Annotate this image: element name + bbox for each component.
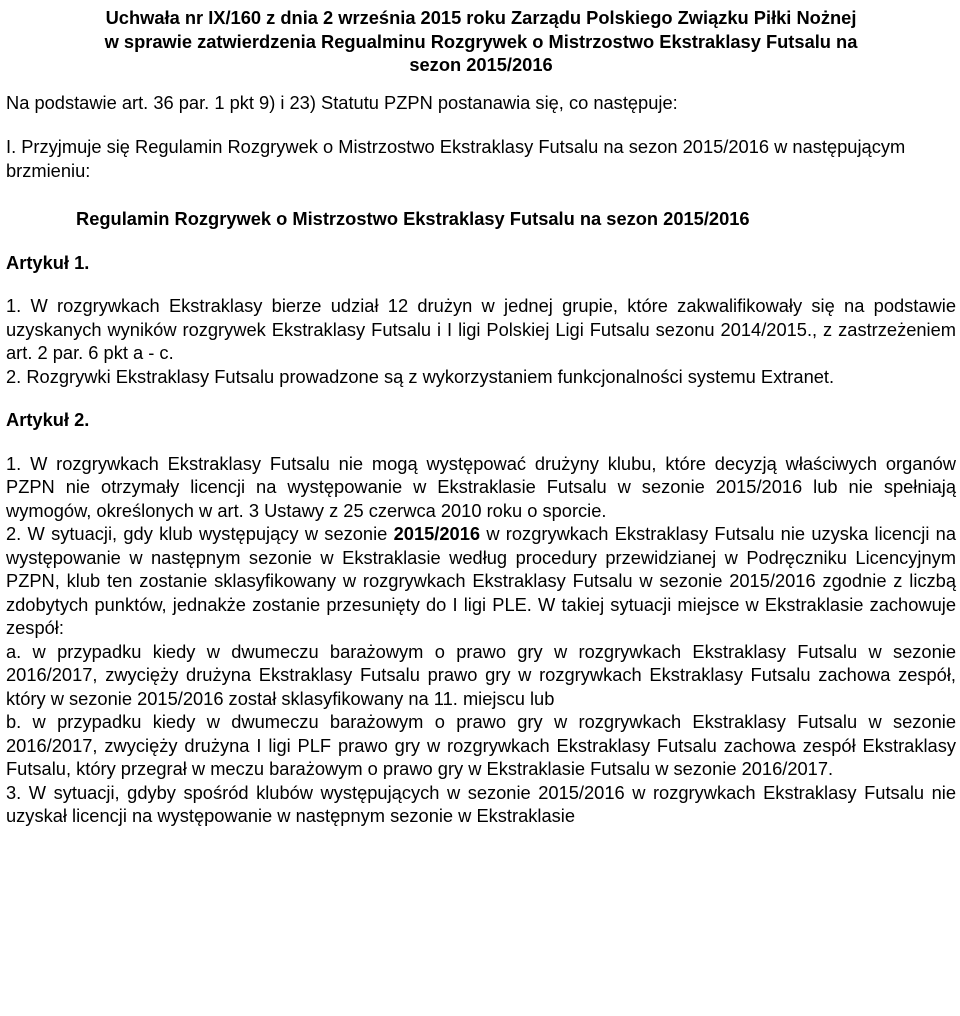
article-2-heading: Artykuł 2.	[6, 409, 90, 430]
article-2-paragraph-2	[6, 522, 956, 640]
article-2-paragraph-2-rest: w rozgrywkach Ekstraklasy Futsalu nie uzyska licencji na występowanie w następnym sezonie w Ekstraklasie według procedury przewidzianej w Podręczniku Licencyjnym PZPN, klub ten zostanie sklasyfikowany w rozgrywkach Ekstraklasy Futsalu w sezonie 2015/2016 zgodnie z liczbą zdobytych punktów, jednakże zostanie przesunięty do I ligi PLE. W takiej sytuacji miejsce w Ekstraklasie zachowuje zespół:	[6, 523, 956, 638]
resolution-title-line-2: w sprawie zatwierdzenia Regualminu Rozgrywek o Mistrzostwo Ekstraklasy Futsalu na	[104, 30, 858, 52]
decision-paragraph: I. Przyjmuje się Regulamin Rozgrywek o Mistrzostwo Ekstraklasy Futsalu na sezon 2015/2016 w następującym brzmieniu:	[6, 136, 906, 181]
legal-basis-paragraph: Na podstawie art. 36 par. 1 pkt 9) i 23) Statutu PZPN postanawia się, co następuje:	[6, 91, 678, 113]
resolution-title-line-1: Uchwała nr IX/160 z dnia 2 września 2015 roku Zarządu Polskiego Związku Piłki Nożnej	[105, 7, 857, 28]
article-1-body	[6, 294, 956, 388]
article-1-heading: Artykuł 1.	[6, 251, 90, 273]
article-2-paragraph-1: 1. W rozgrywkach Ekstraklasy Futsalu nie mogą występować drużyny klubu, które decyzją właściwych organów PZPN nie otrzymały licencji na występowanie w Ekstraklasie Futsalu w sezonie 2015/2016 lub nie spełniają wymogów, określonych w art. 3 Ustawy z 25 czerwca 2010 roku o sporcie.	[6, 452, 956, 521]
season-emphasis: 2015/2016	[393, 523, 481, 544]
regulation-title: Regulamin Rozgrywek o Mistrzostwo Ekstraklasy Futsalu na sezon 2015/2016	[76, 208, 750, 229]
document-page	[6, 6, 956, 828]
article-2-point-b: b. w przypadku kiedy w dwumeczu barażowym o prawo gry w rozgrywkach Ekstraklasy Futsalu w sezonie 2016/2017, zwycięży drużyna I ligi PLF prawo gry w rozgrywkach Ekstraklasy Futsalu zachowa zespół Ekstraklasy Futsalu, który przegrał w meczu barażowym o prawo gry w Ekstraklasie Futsalu w sezonie 2016/2017.	[6, 711, 956, 779]
article-2-point-a: a. w przypadku kiedy w dwumeczu barażowym o prawo gry w rozgrywkach Ekstraklasy Futsalu w sezonie 2016/2017, zwycięży drużyna Ekstraklasy Futsalu prawo gry w rozgrywkach Ekstraklasy Futsalu zachowa zespół, który w sezonie 2015/2016 został sklasyfikowany na 11. miejscu lub	[6, 640, 956, 709]
article-2-paragraph-2-start: 2. W sytuacji, gdy klub występujący w sezonie	[6, 523, 394, 544]
article-2-body	[6, 452, 956, 828]
article-1-paragraph-2: 2. Rozgrywki Ekstraklasy Futsalu prowadzone są z wykorzystaniem funkcjonalności systemu Extranet.	[6, 365, 835, 387]
article-2-paragraph-3: 3. W sytuacji, gdyby spośród klubów występujących w sezonie 2015/2016 w rozgrywkach Ekstraklasy Futsalu nie uzyskał licencji na występowanie w następnym sezonie w Ekstraklasie	[6, 781, 956, 826]
resolution-title-line-3: sezon 2015/2016	[409, 54, 553, 75]
resolution-title	[6, 6, 956, 77]
article-1-paragraph-1: 1. W rozgrywkach Ekstraklasy bierze udział 12 drużyn w jednej grupie, które zakwalifikowały się na podstawie uzyskanych wyników rozgrywek Ekstraklasy Futsalu i I ligi Polskiej Ligi Futsalu sezonu 2014/2015., z zastrzeżeniem art. 2 par. 6 pkt a - c.	[6, 295, 956, 363]
